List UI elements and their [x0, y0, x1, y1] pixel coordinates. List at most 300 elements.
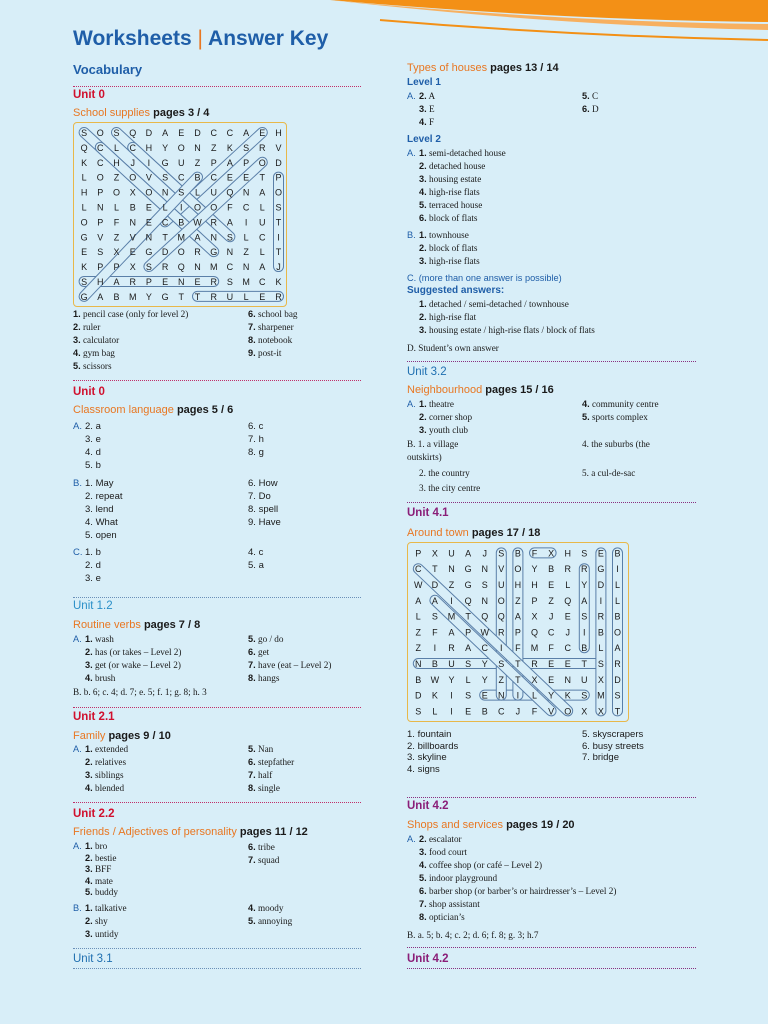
word-search-around-town [407, 542, 629, 722]
answer-text: hangs [257, 673, 280, 683]
answer-text: billboards [417, 740, 459, 752]
grid-letter: Z [548, 595, 554, 606]
answer-number: 5. [582, 729, 590, 740]
grid-letter: N [242, 187, 250, 198]
answer-number: 3. [407, 752, 415, 763]
answer-list [248, 902, 292, 928]
grid-letter: T [515, 674, 521, 685]
grid-letter: F [432, 627, 438, 638]
grid-letter: P [210, 157, 217, 168]
answer-item [419, 311, 595, 324]
answer-list [582, 398, 659, 424]
answer-item [73, 841, 118, 853]
answer-item [73, 915, 127, 928]
grid-letter: S [498, 548, 505, 559]
grid-letter: R [259, 142, 266, 153]
answer-number: 2. [419, 312, 427, 322]
answer-item [73, 546, 101, 559]
answer-number: 5. [419, 873, 427, 883]
grid-letter: O [145, 187, 153, 198]
answer-text: townhouse [428, 230, 469, 240]
grid-letter: A [465, 643, 472, 654]
answer-item [248, 446, 264, 459]
answer-text: go / do [257, 634, 284, 644]
answer-item [73, 876, 118, 888]
grid-letter: E [194, 276, 201, 287]
answer-item [73, 633, 181, 646]
grid-letter: M [128, 291, 137, 302]
grid-letter: A [97, 291, 104, 302]
grid-letter: C [564, 643, 571, 654]
answer-number: 3. [85, 573, 93, 584]
answer-text: Nan [257, 744, 274, 754]
grid-letter: C [161, 217, 169, 228]
grid-letter: A [226, 217, 233, 228]
grid-letter: O [80, 217, 88, 228]
grid-letter: H [531, 580, 538, 590]
grid-letter: M [597, 690, 605, 701]
answer-text: fountain [417, 729, 452, 740]
answer-letter: A. [73, 421, 82, 432]
grid-letter: G [597, 564, 605, 575]
grid-letter: S [275, 202, 282, 213]
grid-letter: G [464, 580, 472, 590]
answer-number: 7. [248, 322, 256, 332]
grid-letter: Q [481, 611, 489, 622]
answer-list [248, 743, 294, 795]
answer-list [582, 729, 644, 764]
grid-letter: S [145, 262, 152, 273]
grid-letter: T [162, 232, 168, 243]
grid-letter: X [531, 674, 538, 685]
section-title-neighbourhood: Neighbourhood pages 15 / 16 [407, 384, 554, 396]
answer-text: indoor playground [428, 873, 498, 883]
answer-item [248, 490, 281, 503]
answer-item [73, 659, 181, 672]
answer-number: 6. [419, 213, 427, 223]
answer-text: squad [257, 855, 280, 865]
answer-text: d [95, 447, 101, 458]
grid-letter: R [614, 659, 621, 669]
grid-letter: L [194, 187, 201, 198]
grid-letter: D [415, 690, 422, 701]
section-title-around-town: Around town pages 17 / 18 [407, 527, 541, 539]
grid-letter: Y [481, 659, 488, 669]
grid-letter: S [581, 690, 588, 701]
answer-list [419, 298, 595, 337]
grid-letter: P [275, 172, 282, 183]
grid-letter: Y [531, 564, 538, 575]
answer-text: busy streets [592, 740, 644, 752]
answer-text: high-rise flats [428, 256, 480, 266]
grid-letter: S [597, 659, 604, 669]
grid-letter: G [161, 291, 169, 302]
answer-number: 9. [248, 348, 256, 358]
answer-item [73, 420, 101, 433]
grid-letter: H [564, 548, 571, 559]
grid-letter: O [274, 187, 283, 198]
grid-letter: U [498, 580, 505, 590]
answer-item [248, 559, 264, 572]
grid-letter: W [430, 674, 440, 685]
answer-text: block of flats [428, 243, 478, 253]
answer-number: 3. [85, 434, 93, 445]
answer-item [73, 529, 123, 542]
answer-number: 2. [85, 852, 93, 863]
answer-number: 1. [419, 299, 427, 309]
grid-letter: J [565, 627, 570, 638]
grid-letter: K [275, 276, 282, 287]
grid-letter: T [259, 172, 266, 183]
grid-letter: T [194, 291, 201, 302]
grid-letter: Y [581, 580, 588, 590]
answer-number: 8. [248, 335, 256, 345]
answer-number: 7. [248, 660, 256, 670]
answer-text: What [95, 517, 118, 528]
answer-number: 6. [248, 647, 256, 657]
answer-item [73, 490, 123, 503]
grid-letter: T [275, 247, 282, 258]
answer-list [248, 477, 281, 529]
answer-text: BFF [94, 864, 112, 874]
answer-item [248, 646, 331, 659]
answer-item [248, 477, 281, 490]
answer-text: corner shop [428, 412, 473, 422]
answer-item [73, 743, 128, 756]
answer-text: coffee shop (or café – Level 2) [428, 860, 543, 870]
answer-item [248, 334, 298, 347]
grid-letter: Q [80, 142, 88, 153]
grid-letter: A [259, 187, 266, 198]
grid-letter: R [210, 276, 217, 287]
grid-letter: W [193, 217, 202, 228]
level-label: Level 1 [407, 77, 441, 88]
grid-letter: I [147, 157, 151, 168]
grid-letter: F [531, 706, 538, 717]
answer-item [73, 769, 128, 782]
answer-text: pencil case (only for level 2) [82, 309, 189, 319]
grid-letter: E [548, 580, 555, 590]
answer-number: 3. [85, 864, 93, 874]
unit-heading: Unit 4.2 [407, 800, 449, 812]
grid-letter: B [129, 202, 136, 213]
answer-item [407, 911, 616, 924]
answer-text: food court [428, 847, 467, 857]
grid-letter: N [242, 262, 250, 273]
grid-letter: C [547, 627, 555, 638]
answer-number: 3. [419, 174, 427, 184]
answer-item [73, 853, 118, 865]
grid-letter: N [129, 217, 136, 228]
grid-letter: J [548, 611, 554, 622]
answer-text: talkative [94, 903, 127, 913]
grid-letter: P [243, 157, 250, 168]
grid-letter: R [194, 247, 201, 258]
grid-letter: T [178, 291, 185, 302]
answer-number: 6. [582, 104, 590, 114]
answer-number: 4. [85, 673, 93, 683]
answer-number: 1. [85, 478, 93, 489]
answer-item [419, 298, 595, 311]
answer-item [582, 398, 659, 411]
answer-line: D. Student’s own answer [407, 343, 499, 353]
grid-letter: T [275, 217, 282, 228]
answer-text: F [428, 117, 435, 127]
grid-letter: E [145, 202, 152, 213]
grid-letter: H [97, 276, 104, 287]
grid-letter: Z [515, 595, 521, 606]
section-title-family: Family pages 9 / 10 [73, 730, 171, 742]
answer-number: 4. [85, 875, 93, 886]
grid-letter: B [431, 659, 438, 669]
suggested-label: Suggested answers: [407, 285, 505, 296]
grid-letter: T [465, 611, 471, 622]
grid-letter: X [581, 706, 588, 717]
unit-heading: Unit 0 [73, 386, 105, 398]
answer-list [248, 633, 331, 685]
answer-text: e [95, 434, 101, 445]
grid-letter: O [96, 172, 104, 183]
grid-letter: I [433, 643, 437, 654]
section-title-routine-verbs: Routine verbs pages 7 / 8 [73, 619, 201, 631]
answer-text: semi-detached house [428, 148, 506, 158]
answer-line: outskirts) [407, 452, 442, 462]
answer-item [248, 308, 298, 321]
answer-item [407, 872, 616, 885]
answer-number: 1. [419, 399, 427, 409]
answer-item [248, 516, 281, 529]
answer-item [582, 741, 644, 753]
section-title-friends: Friends / Adjectives of personality pages 11 / 12 [73, 826, 308, 838]
answer-list [582, 90, 599, 116]
grid-letter: G [80, 291, 88, 302]
word-search-grid [74, 123, 286, 306]
answer-item [73, 572, 101, 585]
answer-list [407, 729, 458, 775]
answer-letter: A. [73, 744, 82, 754]
grid-letter: X [113, 247, 120, 258]
answer-list [407, 90, 435, 129]
answer-text: shop assistant [428, 899, 480, 909]
grid-letter: A [614, 643, 621, 654]
unit-heading: Unit 3.1 [73, 953, 113, 965]
grid-letter: P [97, 187, 104, 198]
grid-letter: O [497, 595, 505, 606]
grid-letter: C [210, 127, 217, 138]
grid-letter: L [565, 580, 571, 590]
answer-line: 2. the country [419, 468, 470, 478]
grid-letter: X [531, 611, 538, 622]
answer-text: calculator [82, 335, 120, 345]
grid-letter: A [431, 595, 438, 606]
grid-letter: A [448, 627, 455, 638]
grid-letter: C [226, 262, 234, 273]
answer-line: B. a. 5; b. 4; c. 2; d. 6; f. 8; g. 3; h.7 [407, 930, 539, 940]
answer-item [407, 729, 458, 741]
grid-letter: X [431, 548, 438, 559]
grid-letter: G [161, 157, 169, 168]
grid-letter: M [447, 611, 456, 622]
grid-letter: Q [530, 627, 539, 638]
answer-number: 5. [582, 91, 590, 101]
grid-letter: A [514, 611, 521, 622]
answer-text: community centre [591, 399, 659, 409]
grid-letter: S [481, 580, 488, 590]
grid-letter: E [259, 291, 266, 302]
grid-letter: N [161, 187, 169, 198]
grid-letter: O [129, 172, 137, 183]
grid-letter: C [259, 276, 266, 287]
grid-letter: L [243, 291, 249, 302]
grid-letter: D [431, 580, 439, 590]
answer-text: mate [94, 875, 113, 886]
grid-letter: R [564, 564, 571, 575]
answer-item [73, 360, 188, 373]
grid-letter: Q [129, 127, 137, 138]
answer-number: 5. [248, 634, 256, 644]
grid-letter: A [259, 262, 266, 273]
grid-letter: L [465, 674, 471, 685]
answer-item [73, 459, 101, 472]
grid-letter: Y [145, 291, 152, 302]
grid-letter: I [244, 217, 248, 228]
grid-letter: R [161, 262, 169, 273]
grid-letter: T [432, 564, 438, 575]
answer-number: 6. [248, 842, 256, 852]
grid-letter: V [275, 142, 282, 153]
answer-text: post-it [257, 348, 282, 358]
answer-number: 2. [85, 916, 93, 926]
grid-letter: C [498, 706, 505, 717]
answer-number: 6. [248, 421, 256, 432]
answer-number: 3. [85, 770, 93, 780]
grid-letter: L [415, 611, 421, 622]
divider [73, 968, 361, 969]
answer-item [407, 752, 458, 764]
answer-number: 5. [85, 530, 93, 541]
grid-letter: S [113, 127, 120, 138]
answer-number: 2. [85, 421, 93, 432]
answer-item [73, 347, 188, 360]
answer-line: 5. a cul-de-sac [582, 468, 636, 478]
answer-letter: A. [407, 399, 416, 409]
answer-item [73, 782, 128, 795]
grid-letter: Q [564, 595, 572, 606]
answer-list [73, 420, 101, 472]
answer-text: relatives [94, 757, 127, 767]
answer-item [407, 212, 506, 225]
answer-letter: A. [73, 634, 82, 644]
answer-item [407, 90, 435, 103]
answer-number: 1. [419, 230, 427, 240]
answer-list [248, 841, 279, 867]
answer-number: 2. [407, 740, 415, 752]
answer-number: 1. [419, 148, 427, 158]
answer-text: repeat [95, 491, 123, 502]
answer-number: 1. [85, 547, 93, 558]
grid-letter: B [614, 611, 621, 622]
answer-text: have (eat – Level 2) [257, 660, 332, 670]
answer-text: escalator [428, 834, 462, 844]
answer-number: 2. [419, 243, 427, 253]
grid-letter: C [97, 142, 104, 153]
answer-text: bridge [592, 752, 619, 763]
answer-item [407, 885, 616, 898]
answer-text: extended [94, 744, 129, 754]
answer-letter: A. [407, 148, 416, 158]
answer-text: Do [258, 491, 271, 502]
grid-letter: A [581, 595, 588, 606]
answer-number: 2. [73, 322, 81, 332]
answer-line: C. (more than one answer is possible) [407, 273, 562, 283]
answer-text: e [95, 573, 101, 584]
grid-letter: H [113, 157, 120, 168]
answer-number: 2. [85, 560, 93, 571]
answer-number: 6. [248, 757, 256, 767]
answer-item [248, 915, 292, 928]
divider [73, 707, 361, 708]
grid-letter: R [210, 291, 217, 302]
answer-item [407, 229, 480, 242]
grid-letter: E [259, 127, 266, 138]
grid-letter: E [81, 247, 88, 258]
grid-letter: X [129, 262, 136, 273]
grid-letter: B [194, 172, 201, 183]
unit-heading: Unit 1.2 [73, 600, 113, 612]
grid-letter: S [614, 690, 621, 701]
grid-letter: Y [548, 690, 555, 701]
grid-letter: E [481, 690, 488, 701]
grid-letter: E [548, 674, 555, 685]
grid-letter: I [450, 690, 453, 701]
answer-item [248, 633, 331, 646]
answer-number: 6. [582, 740, 590, 752]
answer-list [73, 477, 123, 542]
divider [73, 802, 361, 803]
answer-item [248, 347, 298, 360]
answer-number: 4. [85, 447, 93, 458]
answer-item [73, 321, 188, 334]
answer-number: 5. [582, 412, 590, 422]
answer-text: has (or takes – Level 2) [94, 647, 182, 657]
answer-item [73, 503, 123, 516]
grid-letter: G [80, 232, 88, 243]
grid-letter: O [193, 202, 202, 213]
grid-letter: C [415, 564, 422, 575]
grid-letter: V [129, 232, 136, 243]
answer-item [582, 411, 659, 424]
answer-number: 2. [419, 834, 427, 844]
answer-text: blended [94, 783, 125, 793]
answer-number: 4. [419, 860, 427, 870]
grid-letter: O [112, 187, 121, 198]
answer-text: lend [95, 504, 114, 515]
grid-letter: X [597, 674, 604, 685]
answer-number: 2. [85, 757, 93, 767]
grid-letter: N [194, 142, 201, 153]
grid-letter: R [275, 291, 282, 302]
answer-item [407, 859, 616, 872]
grid-letter: V [548, 706, 555, 717]
answer-number: 2. [85, 491, 93, 502]
grid-letter: L [81, 172, 87, 183]
answer-number: 8. [248, 447, 256, 458]
answer-number: 1. [407, 729, 415, 740]
answer-text: shy [94, 916, 108, 926]
divider [407, 361, 696, 362]
section-heading-vocabulary: Vocabulary [73, 62, 143, 77]
grid-letter: Z [243, 247, 249, 258]
